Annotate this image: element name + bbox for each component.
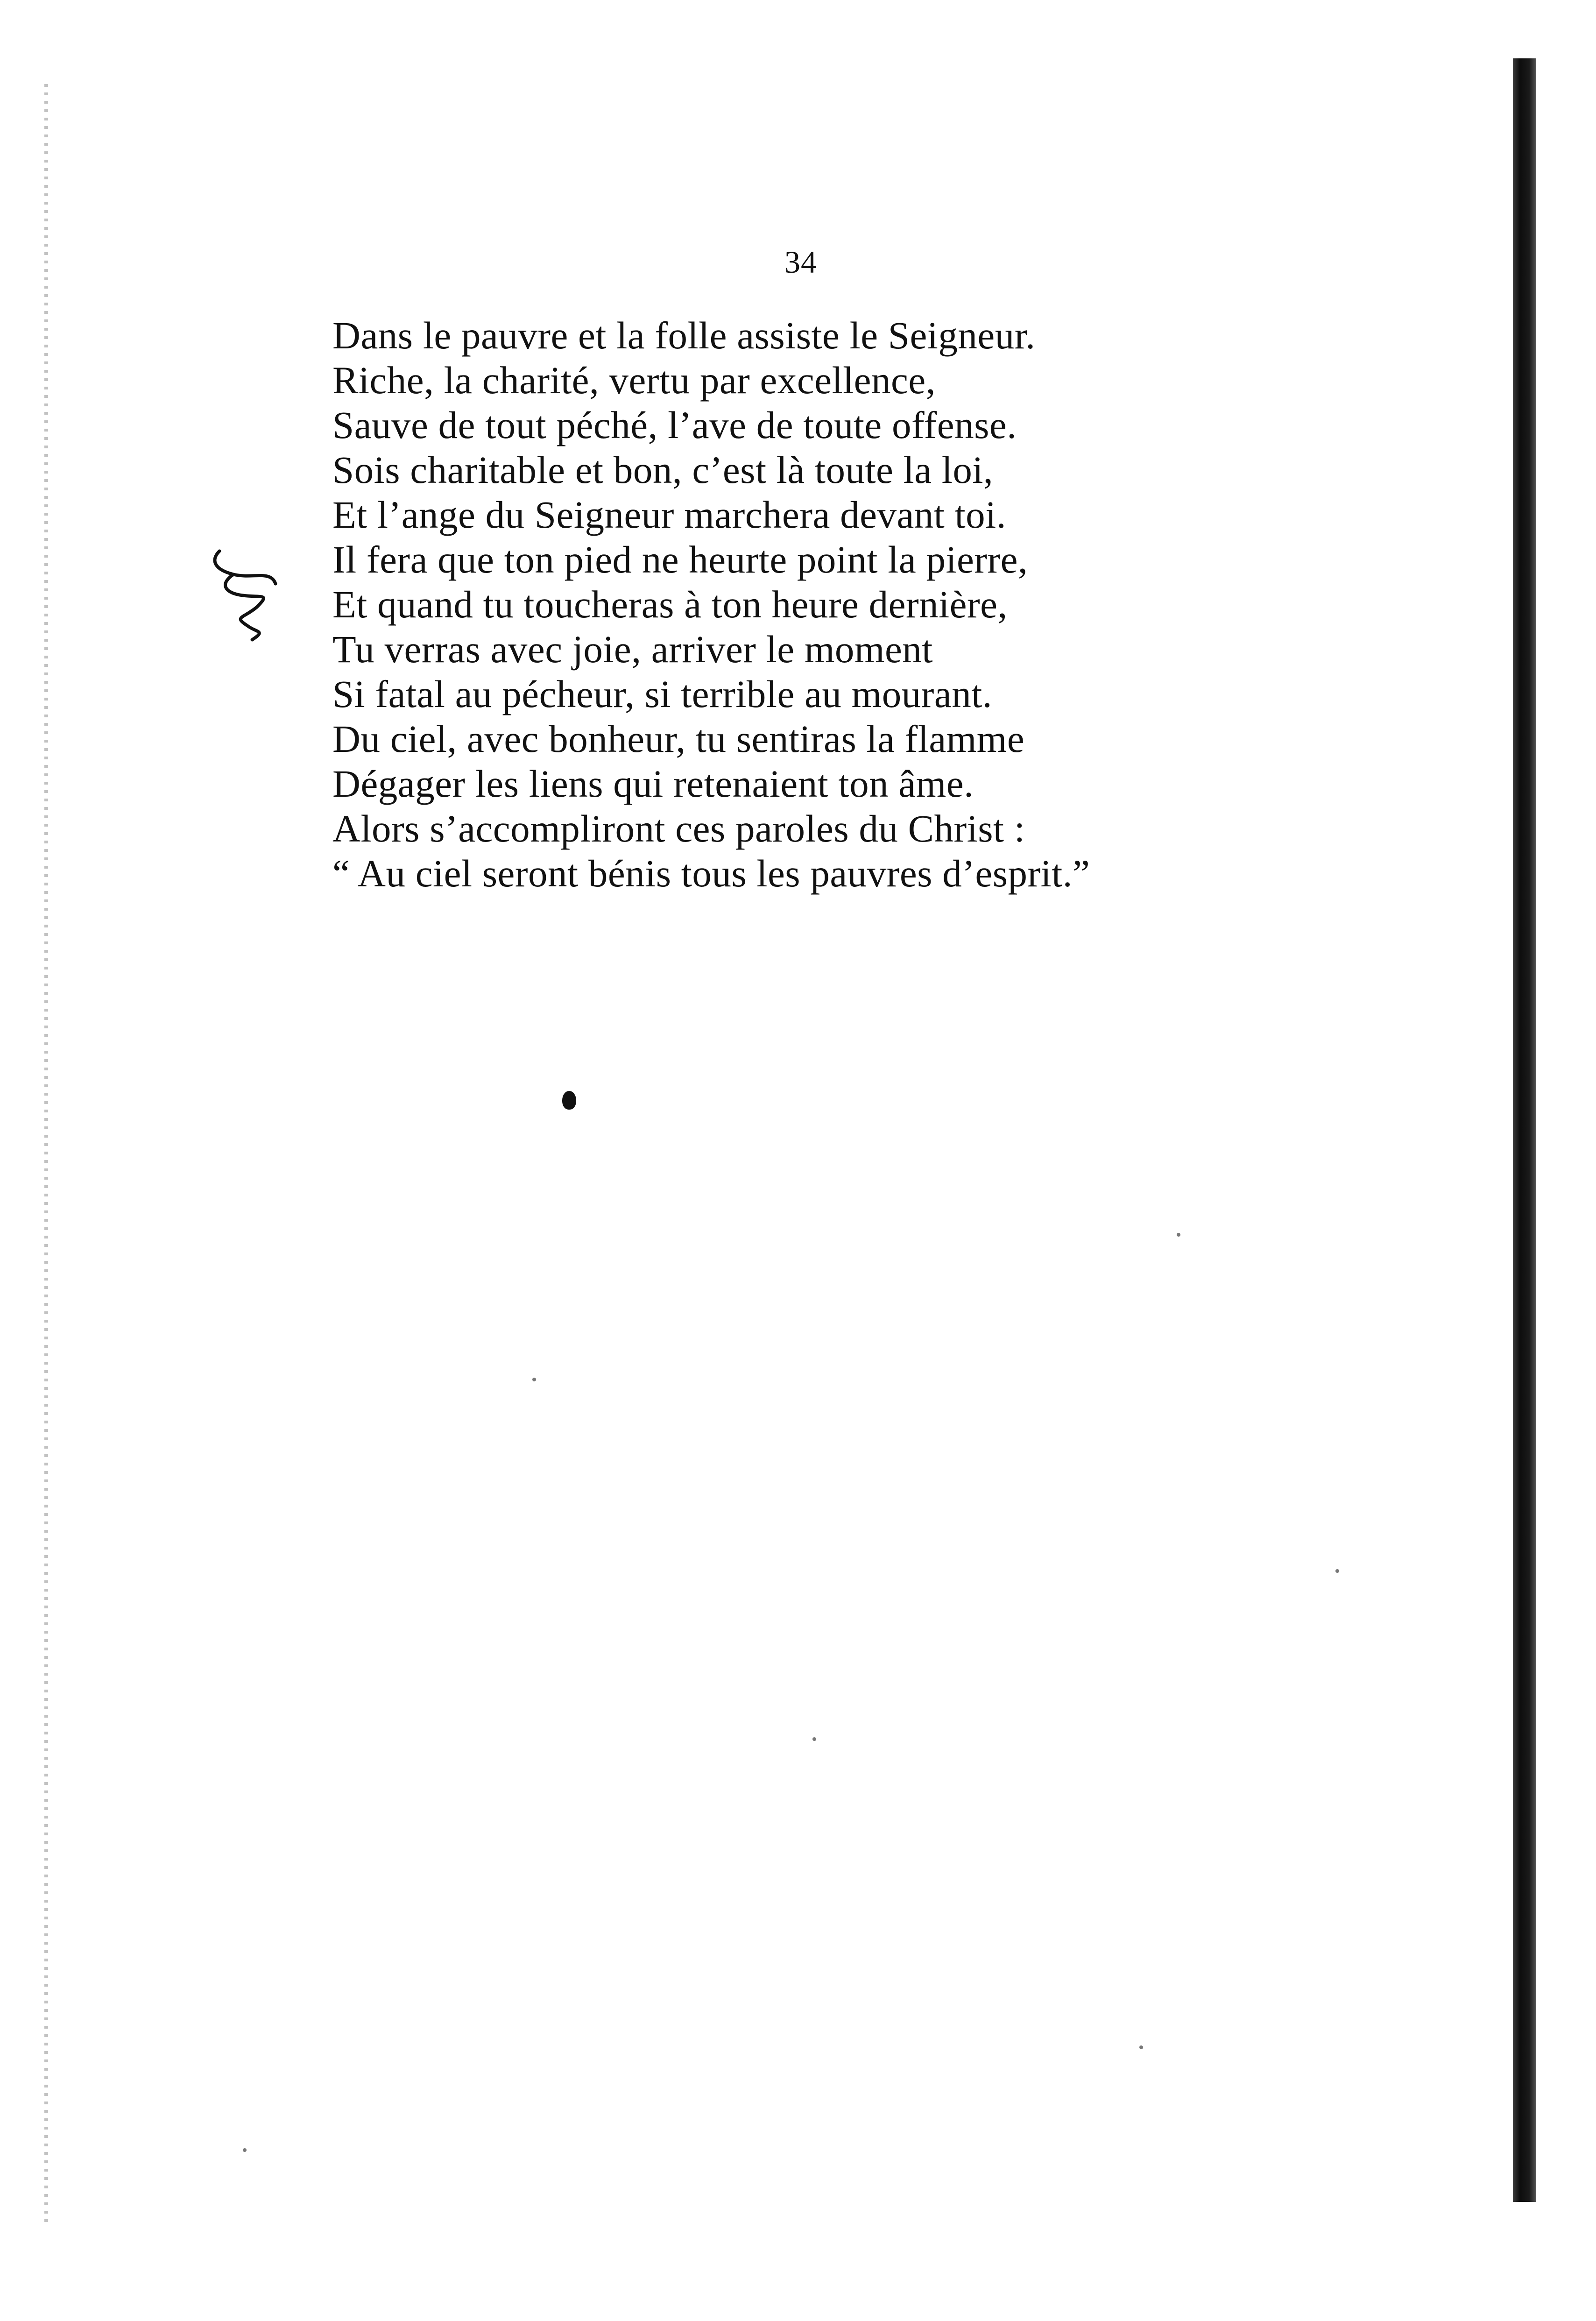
verse-line: Tu verras avec joie, arriver le moment — [332, 628, 933, 671]
verse-line: Dégager les liens qui retenaient ton âme. — [332, 762, 974, 805]
verse-line: Dans le pauvre et la folle assiste le Seigneur. — [332, 314, 1036, 357]
scan-binding-edge — [1513, 58, 1536, 2202]
verse-line: Il fera que ton pied ne heurte point la pierre, — [332, 538, 1028, 581]
scan-speck — [1177, 1233, 1180, 1237]
verse-line: Alors s’accompliront ces paroles du Christ : — [332, 807, 1025, 850]
page-number: 34 — [784, 244, 817, 280]
ink-blot — [562, 1091, 576, 1110]
verse-line: Riche, la charité, vertu par excellence, — [332, 359, 936, 402]
scan-speck — [1335, 1569, 1339, 1573]
verse-line: Sauve de tout péché, l’ave de toute offense. — [332, 403, 1017, 446]
verse-line: Sois charitable et bon, c’est là toute la loi, — [332, 448, 994, 491]
verse-line: Si fatal au pécheur, si terrible au mourant. — [332, 672, 993, 715]
scan-speck — [532, 1378, 536, 1381]
scan-speck — [243, 2148, 247, 2152]
verse-line: Du ciel, avec bonheur, tu sentiras la flamme — [332, 717, 1025, 760]
verse-line: Et l’ange du Seigneur marchera devant toi. — [332, 493, 1006, 536]
handwritten-squiggle-icon — [205, 542, 290, 644]
verse-line: “ Au ciel seront bénis tous les pauvres d’esprit.” — [332, 852, 1090, 895]
verse-line: Et quand tu toucheras à ton heure dernière, — [332, 583, 1008, 626]
scan-speck — [1139, 2045, 1143, 2049]
scan-speck — [812, 1737, 816, 1741]
poem-text — [332, 313, 1266, 896]
scan-left-edge — [44, 84, 48, 2223]
